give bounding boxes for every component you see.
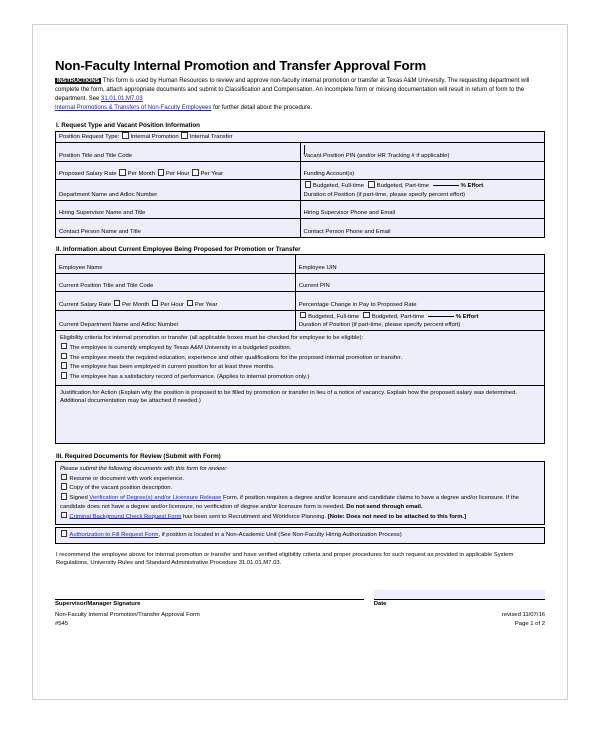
- footer-page-number: Page 1 of 2: [514, 621, 545, 628]
- position-request-type-label: Position Request Type:: [59, 134, 120, 141]
- field-hiring-supervisor-name[interactable]: [56, 200, 301, 219]
- policy-link-31-01-01-m7-03[interactable]: 31.01.01.M7.03: [101, 95, 143, 102]
- footer-left: [55, 611, 200, 629]
- field-proposed-salary-rate[interactable]: [56, 161, 301, 180]
- authorization-to-fill-link[interactable]: Authorization to Fill Request Form: [69, 532, 159, 539]
- percent-effort-blank[interactable]: [433, 180, 459, 186]
- table-row: [56, 310, 545, 331]
- option-budgeted-full-time: Budgeted, Full-time: [312, 183, 364, 190]
- document-item-bold-tail: Do not send through email.: [346, 503, 423, 510]
- instructions-paragraph: [55, 77, 545, 114]
- criminal-background-check-link[interactable]: Criminal Background Check Request Form: [69, 513, 182, 520]
- checkbox-eligibility-4[interactable]: [61, 372, 67, 378]
- document-item-label: , if position is located in a Non-Academic Unit (See Non-Faculty Hiring Authorization Process): [158, 532, 402, 539]
- field-contact-person-name[interactable]: [56, 219, 301, 238]
- eligibility-item-label: The employee is currently employed by Texas A&M University in a budgeted position.: [69, 344, 292, 351]
- document-item-label: Copy of the vacant position description.: [69, 485, 173, 492]
- table-row: [56, 273, 545, 292]
- checkbox-document-position-description[interactable]: [61, 483, 67, 489]
- label-employee-uin: Employee UIN: [298, 264, 337, 271]
- authorization-to-fill-block: [55, 527, 545, 544]
- checkbox-current-budgeted-part-time[interactable]: [363, 312, 369, 318]
- checkbox-document-background-check[interactable]: [61, 512, 67, 518]
- required-documents-intro: Please submit the following documents with this form for review:: [60, 465, 227, 472]
- option-current-budgeted-part-time: Budgeted, Part-time: [371, 313, 425, 320]
- document-item-bold-tail: [Note: Does not need to be attached to this form.]: [327, 513, 467, 520]
- document-item: [60, 474, 540, 483]
- checkbox-eligibility-2[interactable]: [61, 353, 67, 359]
- instructions-text-1: This form is used by Human Resources to review and approve non-faculty internal promotion or transfer at Texas A&M University. The requesting department will complete the form, attach appropriate documents and submit to Classification and Compensation. An incomplete form or missing documentation will result in return of form to the department. See: [55, 77, 530, 102]
- instructions-tag: INSTRUCTIONS: [57, 77, 100, 84]
- checkbox-eligibility-3[interactable]: [61, 362, 67, 368]
- supervisor-signature-group: [55, 599, 364, 607]
- checkbox-proposed-per-hour[interactable]: [158, 169, 164, 175]
- table-row: [56, 255, 545, 274]
- option-proposed-per-year: Per Year: [200, 171, 224, 178]
- section-2-heading: II. Information about Current Employee Being Proposed for Promotion or Transfer: [56, 245, 301, 253]
- label-current-pin: Current PIN: [298, 283, 330, 290]
- table-row: [56, 131, 545, 143]
- field-duration-of-position[interactable]: [300, 180, 545, 201]
- label-current-duration-of-position: Duration of Position (if part-time, please specify percent effort): [298, 322, 461, 329]
- field-current-pin[interactable]: [295, 273, 544, 292]
- checkbox-internal-transfer[interactable]: [181, 132, 187, 138]
- checkbox-document-verification-of-degree[interactable]: [61, 493, 67, 499]
- label-contact-person-contact: Contact Person Phone and Email: [303, 228, 391, 235]
- eligibility-item: [60, 343, 540, 352]
- eligibility-item: [60, 362, 540, 371]
- document-item: [60, 493, 540, 511]
- eligibility-item-label: The employee meets the required education, experience and other qualifications for the proposed internal promotion or transfer.: [69, 354, 403, 361]
- document-item-label: Resume or document with work experience.: [69, 475, 184, 482]
- document-page: [32, 24, 568, 700]
- footer-revised-date: revised 11/07/16: [501, 612, 545, 619]
- eligibility-item-label: The employee has a satisfactory record of performance. (Applies to internal promotion only.): [69, 374, 310, 381]
- option-budgeted-part-time: Budgeted, Part-time: [376, 183, 430, 190]
- date-group: [364, 590, 545, 607]
- field-vacant-position-pin[interactable]: [300, 143, 545, 162]
- label-current-salary-rate: Current Salary Rate: [59, 301, 112, 308]
- option-current-per-month: Per Month: [122, 301, 150, 308]
- field-contact-person-contact[interactable]: [300, 219, 545, 238]
- label-percent-effort: % Effort: [460, 183, 484, 190]
- required-documents-block: [55, 461, 545, 525]
- document-item-label: has been sent to Recruitment and Workforce Planning.: [181, 513, 328, 520]
- checkbox-budgeted-part-time[interactable]: [368, 181, 374, 187]
- eligibility-intro: Eligibility criteria for internal promotion or transfer (all applicable boxes must be checked for employee to be eligible):: [60, 334, 364, 341]
- eligibility-item: [60, 353, 540, 362]
- option-current-per-hour: Per Hour: [160, 301, 184, 308]
- checkbox-current-per-hour[interactable]: [152, 300, 158, 306]
- checkbox-budgeted-full-time[interactable]: [305, 181, 311, 187]
- checkbox-current-per-month[interactable]: [114, 300, 120, 306]
- table-row: [56, 180, 545, 201]
- document-item: [60, 512, 540, 521]
- field-funding-accounts[interactable]: [300, 161, 545, 180]
- section-1-heading: I. Request Type and Vacant Position Information: [56, 122, 201, 130]
- label-current-percent-effort: % Effort: [455, 313, 479, 320]
- option-proposed-per-month: Per Month: [127, 171, 155, 178]
- option-internal-transfer: Internal Transfer: [189, 134, 233, 141]
- label-funding-accounts: Funding Account(s): [303, 171, 355, 178]
- label-hiring-supervisor-contact: Hiring Supervisor Phone and Email: [303, 210, 396, 217]
- table-row: [56, 219, 545, 238]
- field-current-duration-of-position[interactable]: [295, 310, 544, 331]
- document-item: [60, 483, 540, 492]
- signature-row: [55, 590, 545, 607]
- label-employee-name: Employee Name: [59, 264, 103, 271]
- eligibility-criteria-block: [55, 331, 545, 385]
- section-2-table: [55, 254, 545, 331]
- field-hiring-supervisor-contact[interactable]: [300, 200, 545, 219]
- field-current-position-title[interactable]: [56, 273, 296, 292]
- justification-label: Justification for Action (Explain why the position is proposed to be filled by promotion or transfer in lieu of a notice of vacancy. Explain how the proposed salary was determined. Additional documentation may be attached if needed.): [60, 389, 517, 404]
- label-position-title: Position Title and Title Code: [59, 152, 133, 159]
- justification-for-action-field[interactable]: [55, 386, 545, 444]
- label-proposed-salary-rate: Proposed Salary Rate: [59, 171, 117, 178]
- date-label: Date: [373, 601, 387, 608]
- field-department-name-adloc[interactable]: [56, 180, 301, 201]
- recommendation-statement: I recommend the employee above for internal promotion or transfer and have verified eligibility criteria and proper procedures for such request as provided in applicable System Regulations, University Rules and Standard Administrative Procedure 31.01.01.M7.03.: [56, 551, 514, 567]
- date-input[interactable]: [374, 590, 545, 599]
- table-row: [56, 292, 545, 311]
- eligibility-item: [60, 372, 540, 381]
- label-current-position-title: Current Position Title and Title Code: [59, 283, 154, 290]
- option-current-per-year: Per Year: [194, 301, 218, 308]
- label-contact-person-name: Contact Person Name and Title: [59, 228, 141, 235]
- option-current-budgeted-full-time: Budgeted, Full-time: [308, 313, 360, 320]
- document-item-label: Form, if position requires a degree and/or licensure and candidate claims to have a degree and/or licensure. If the candidate does not have a degree and/or licensure, no verification of degree and/or licensure form is needed.: [60, 495, 519, 510]
- page-footer: [55, 611, 545, 629]
- instructions-text-2: for further detail about the procedure.: [211, 105, 313, 112]
- table-row: [56, 143, 545, 162]
- section-3-heading: III. Required Documents for Review (Submit with Form): [56, 452, 221, 460]
- label-hiring-supervisor-name: Hiring Supervisor Name and Title: [59, 210, 146, 217]
- document-item-prefix: Signed: [69, 495, 90, 502]
- field-percentage-change-in-pay[interactable]: [295, 292, 544, 311]
- label-current-department-adloc: Current Department Name and Adloc Number: [59, 322, 179, 329]
- checkbox-proposed-per-year[interactable]: [192, 169, 198, 175]
- internal-promotions-transfers-link[interactable]: Internal Promotions & Transfers of Non-Faculty Employees: [55, 105, 212, 112]
- checkbox-eligibility-1[interactable]: [61, 343, 67, 349]
- text-caret: [304, 145, 305, 154]
- current-percent-effort-blank[interactable]: [428, 311, 454, 317]
- option-proposed-per-hour: Per Hour: [165, 171, 190, 178]
- supervisor-signature-label: Supervisor/Manager Signature: [55, 601, 141, 608]
- field-employee-name[interactable]: [56, 255, 296, 274]
- checkbox-document-authorization-to-fill[interactable]: [61, 530, 67, 536]
- checkbox-proposed-per-month[interactable]: [119, 169, 125, 175]
- label-vacant-position-pin: Vacant Position PIN (and/or HR Tracking # if applicable): [303, 152, 450, 159]
- field-current-department-adloc[interactable]: [56, 310, 296, 331]
- section-1-table: [55, 131, 545, 238]
- position-request-type-cell: [56, 131, 545, 143]
- field-position-title[interactable]: [56, 143, 301, 162]
- table-row: [56, 200, 545, 219]
- page-title: Non-Faculty Internal Promotion and Transfer Approval Form: [55, 58, 427, 73]
- footer-form-number: #545: [55, 621, 69, 628]
- checkbox-current-budgeted-full-time[interactable]: [300, 312, 306, 318]
- verification-of-degree-link[interactable]: Verification of Degree(s) and/or Licensure Release: [89, 495, 222, 502]
- footer-right: [502, 611, 545, 629]
- footer-form-name: Non-Faculty Internal Promotion/Transfer Approval Form: [55, 612, 200, 619]
- checkbox-internal-promotion[interactable]: [122, 132, 128, 138]
- document-item: [60, 530, 540, 539]
- label-duration-of-position: Duration of Position (if part-time, please specify percent effort): [303, 191, 466, 198]
- checkbox-document-resume[interactable]: [61, 474, 67, 480]
- field-employee-uin[interactable]: [295, 255, 544, 274]
- checkbox-current-per-year[interactable]: [187, 300, 193, 306]
- label-percentage-change-in-pay: Percentage Change in Pay to Proposed Rate: [298, 301, 417, 308]
- field-current-salary-rate[interactable]: [56, 292, 296, 311]
- eligibility-item-label: The employee has been employed in current position for at least three months.: [69, 364, 275, 371]
- table-row: [56, 161, 545, 180]
- label-department-name-adloc: Department Name and Adloc Number: [59, 191, 158, 198]
- option-internal-promotion: Internal Promotion: [130, 134, 179, 141]
